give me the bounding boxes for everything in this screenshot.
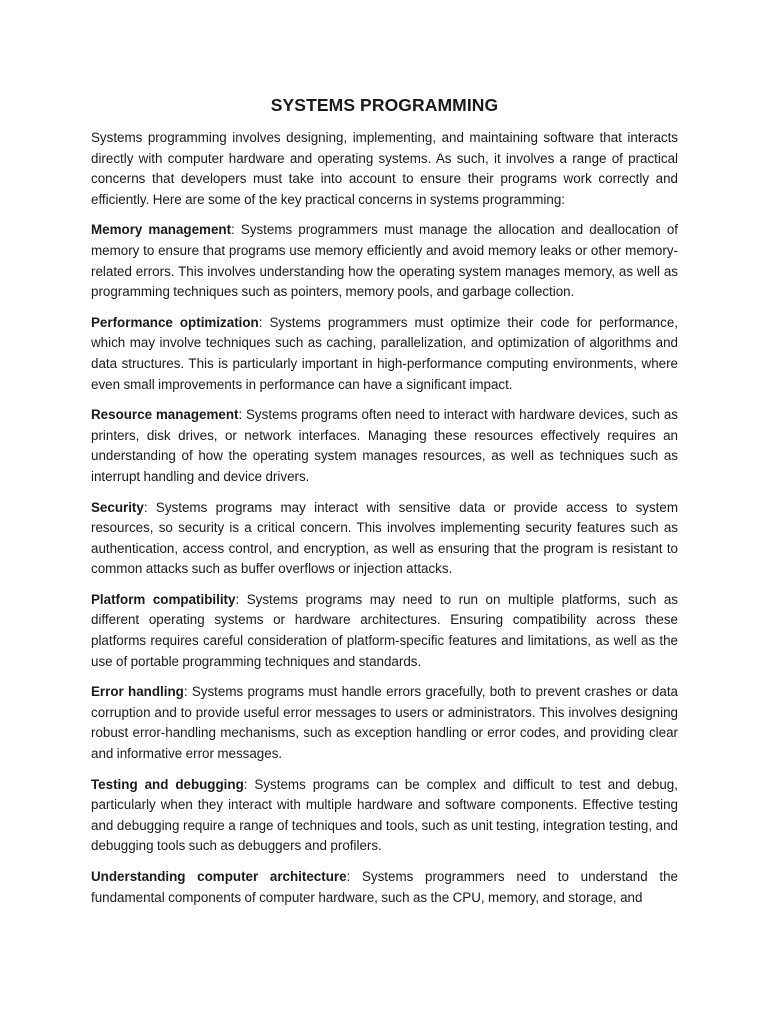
section-text: : Systems programs can be complex and difficult to test and debug, particularly when they interact with multiple hardware and software components. Effective testing and debugging require a range of techniques and tools, such as unit testing, integration testing, and debugging tools such as debuggers and profilers. xyxy=(91,776,678,854)
section-text: : Systems programmers need to understand the fundamental components of computer hardware, such as the CPU, memory, and storage, and xyxy=(91,869,678,905)
section-heading: Error handling xyxy=(91,684,184,700)
intro-paragraph: Systems programming involves designing, implementing, and maintaining software that interacts directly with computer hardware and operating systems. As such, it involves a range of practical concerns that developers must take into account to ensure their programs work correctly and efficiently. Here are some of the key practical concerns in systems programming: xyxy=(91,130,678,207)
section-resource-management xyxy=(91,405,678,487)
section-text: : Systems programs may interact with sensitive data or provide access to system resources, so security is a critical concern. This involves implementing security features such as authentication, access control, and encryption, as well as ensuring that the program is resistant to common attacks such as buffer overflows or injection attacks. xyxy=(91,499,678,577)
section-heading: Understanding computer architecture xyxy=(91,869,347,884)
section-error-handling xyxy=(91,682,678,764)
section-heading: Security xyxy=(91,499,144,515)
section-security xyxy=(91,498,678,580)
section-text: : Systems programs may need to run on multiple platforms, such as different operating systems or hardware architectures. Ensuring compatibility across these platforms requires careful consideration of platform-specific features and limitations, as well as the use of portable programming techniques and standards. xyxy=(91,591,678,669)
section-heading: Testing and debugging xyxy=(91,776,244,792)
document-title: SYSTEMS PROGRAMMING xyxy=(270,95,499,115)
section-text: : Systems programs must handle errors gracefully, both to prevent crashes or data corruption and to provide useful error messages to users or administrators. This involves designing robust error-handling mechanisms, such as exception handling or error codes, and providing clear and informative error messages. xyxy=(91,684,678,762)
section-platform-compatibility xyxy=(91,590,678,672)
section-text: : Systems programmers must optimize their code for performance, which may involve techniques such as caching, parallelization, and optimization of algorithms and data structures. This is particularly important in high-performance computing environments, where even small improvements in performance can have a significant impact. xyxy=(91,314,678,392)
section-understanding-computer-architecture xyxy=(91,867,678,908)
section-heading: Memory management xyxy=(91,222,232,238)
section-performance-optimization xyxy=(91,313,678,395)
section-heading: Resource management xyxy=(91,407,239,423)
section-heading: Platform compatibility xyxy=(91,591,236,607)
section-heading: Performance optimization xyxy=(91,314,259,330)
section-text: : Systems programs often need to interact with hardware devices, such as printers, disk drives, or network interfaces. Managing these resources effectively requires an understanding of how the operating system manages resources, as well as techniques such as interrupt handling and device drivers. xyxy=(91,407,678,484)
section-testing-and-debugging xyxy=(91,775,678,857)
section-memory-management xyxy=(91,220,678,302)
document-page xyxy=(91,88,678,918)
section-text: : Systems programmers must manage the allocation and deallocation of memory to ensure that programs use memory efficiently and avoid memory leaks or other memory-related errors. This involves understanding how the operating system manages memory, as well as programming techniques such as pointers, memory pools, and garbage collection. xyxy=(91,222,678,300)
